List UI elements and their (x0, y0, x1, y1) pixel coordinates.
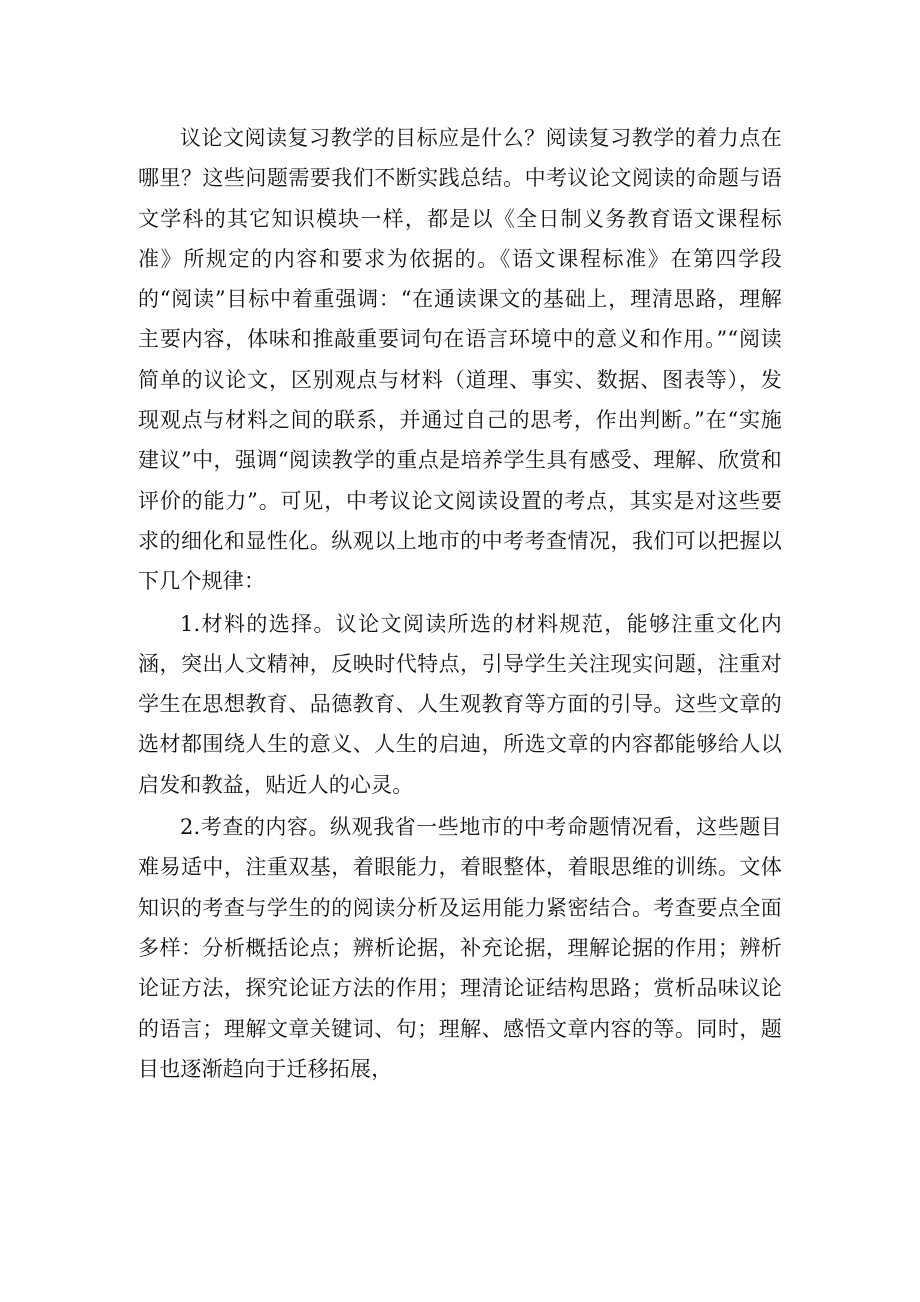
document-body (138, 118, 782, 1089)
paragraph-exam-content: 2.考查的内容。纵观我省一些地市的中考命题情况看，这些题目难易适中，注重双基，着眼能力，着眼整体，着眼思维的训练。文体知识的考查与学生的的阅读分析及运用能力紧密结合。考查要点全面多样：分析概括论点；辨析论据，补充论据，理解论据的作用；辨析论证方法，探究论证方法的作用；理清论证结构思路；赏析品味议论的语言；理解文章关键词、句；理解、感悟文章内容的等。同时，题目也逐渐趋向于迁移拓展， (138, 815, 782, 1081)
paragraph-material-selection: 1.材料的选择。议论文阅读所选的材料规范，能够注重文化内涵，突出人文精神，反映时代特点，引导学生关注现实问题，注重对学生在思想教育、品德教育、人生观教育等方面的引导。这些文章的选材都围绕人生的意义、人生的启迪，所选文章的内容都能够给人以启发和教益，贴近人的心灵。 (138, 611, 782, 797)
paragraph-intro: 议论文阅读复习教学的目标应是什么？阅读复习教学的着力点在哪里？这些问题需要我们不断实践总结。中考议论文阅读的命题与语文学科的其它知识模块一样，都是以《全日制义务教育语文课程标准》所规定的内容和要求为依据的。《语文课程标准》在第四学段的“阅读”目标中着重强调：“在通读课文的基础上，理清思路，理解主要内容，体味和推敲重要词句在语言环境中的意义和作用。”“阅读简单的议论文，区别观点与材料（道理、事实、数据、图表等），发现观点与材料之间的联系，并通过自己的思考，作出判断。”在“实施建议”中，强调“阅读教学的重点是培养学生具有感受、理解、欣赏和评价的能力”。可见，中考议论文阅读设置的考点，其实是对这些要求的细化和显性化。纵观以上地市的中考考查情况，我们可以把握以下几个规律： (138, 126, 782, 594)
